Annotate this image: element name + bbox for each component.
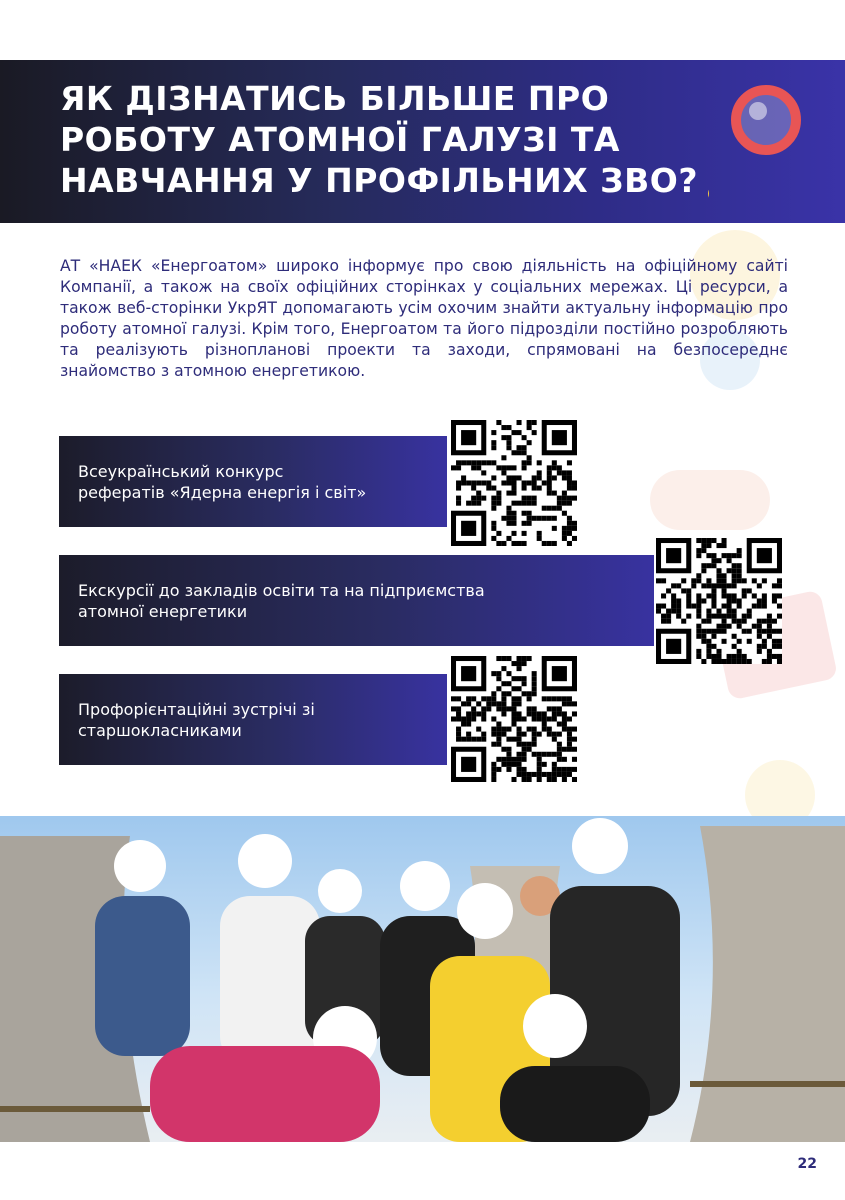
intro-paragraph: АТ «НАЕК «Енергоатом» широко інформує про свою діяльність на офіційному сайті Компанії, а також на своїх офіційних сторінках у соціальних мережах. Ці ресурси, а також веб-сторінки УкрЯТ допомагають усім охочим знайти актуальну інформацію про роботу атомної галузі. Крім того, Енергоатом та його підрозділи постійно розробляють та реалізують різнопланові проекти та заходи, спрямовані на безпосереднє знайомство з атомною енергетикою. [60, 257, 788, 380]
group-photo [0, 816, 845, 1142]
magnifier-icon [708, 78, 818, 208]
resource-label: Екскурсії до закладів освіти та на підприємства атомної енергетики [78, 580, 485, 621]
resource-band-excursions [59, 555, 654, 646]
qr-code[interactable] [451, 656, 577, 782]
qr-code[interactable] [451, 420, 577, 546]
page-title: ЯК ДІЗНАТИСЬ БІЛЬШЕ ПРО РОБОТУ АТОМНОЇ ГАЛУЗІ ТА НАВЧАННЯ У ПРОФІЛЬНИХ ЗВО? [60, 79, 698, 200]
resource-band-contest [59, 436, 447, 527]
decorative-shape [650, 470, 770, 530]
qr-code[interactable] [656, 538, 782, 664]
page-number: 22 [797, 1156, 817, 1172]
resource-label: Всеукраїнський конкурс рефератів «Ядерна енергія і світ» [78, 461, 367, 502]
resource-band-career-meetings [59, 674, 447, 765]
resource-label: Профорієнтаційні зустрічі зі старшокласниками [78, 699, 315, 740]
